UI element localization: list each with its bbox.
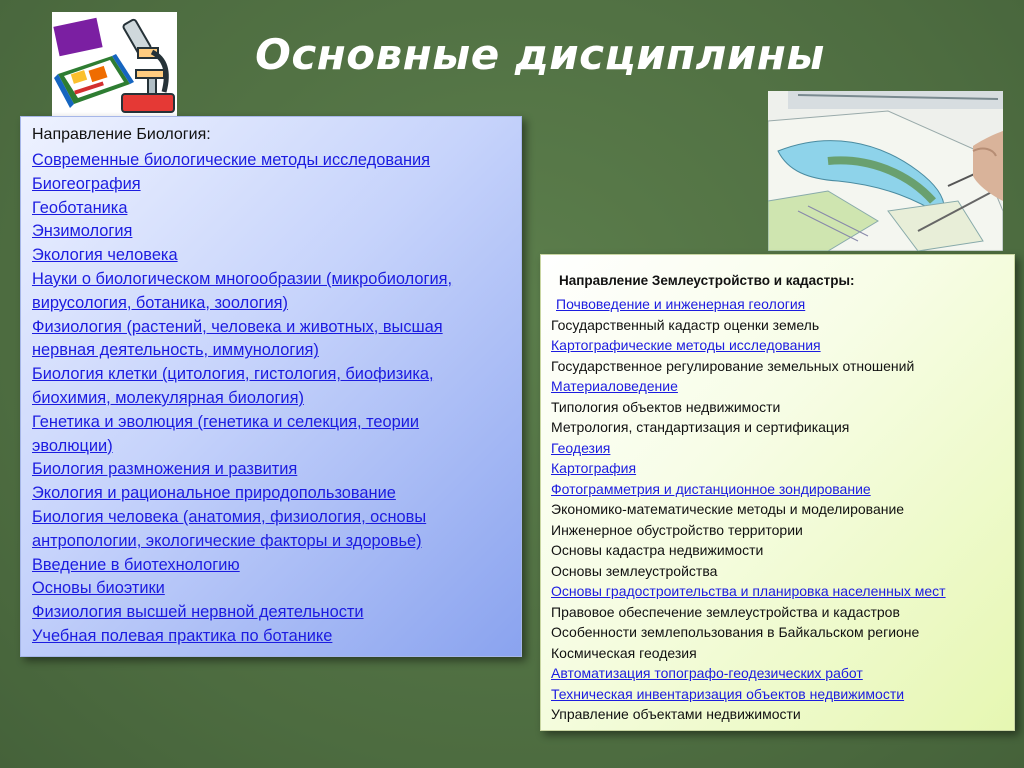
land-management-panel <box>540 254 1015 731</box>
land-item: Особенности землепользования в Байкальском регионе <box>551 624 920 640</box>
land-item: Государственный кадастр оценки земель <box>551 316 820 333</box>
biology-item-link[interactable]: Биогеография <box>32 174 141 193</box>
land-item: Типология объектов недвижимости <box>551 398 781 415</box>
map-drawing-photo <box>768 91 1003 251</box>
land-item-link[interactable]: Материаловедение <box>551 378 678 394</box>
land-item: Основы землеустройства <box>551 562 718 579</box>
biology-item-link[interactable]: Физиология (растений, человека и животных, высшая <box>32 317 443 336</box>
biology-item-link[interactable]: Геоботаника <box>32 198 128 217</box>
biology-item-link[interactable]: Основы биоэтики <box>32 579 165 598</box>
land-item-link[interactable]: Картография <box>551 460 637 476</box>
land-item: Правовое обеспечение землеустройства и кадастров <box>551 603 900 620</box>
land-item: Основы кадастра недвижимости <box>551 542 764 558</box>
biology-item-link[interactable]: Генетика и эволюция (генетика и селекция, теории <box>32 412 420 431</box>
biology-item-link[interactable]: вирусология, ботаника, зоология) <box>32 293 288 312</box>
land-item: Государственное регулирование земельных отношений <box>551 357 915 374</box>
biology-item-link[interactable]: биохимия, молекулярная биология) <box>32 388 304 407</box>
land-item-link[interactable]: Фотограмметрия и дистанционное зондирование <box>551 480 871 497</box>
land-heading: Направление Землеустройство и кадастры: <box>559 273 855 288</box>
biology-heading: Направление Биология: <box>32 126 211 143</box>
land-item-link[interactable]: Основы градостроительства и планировка населенных мест <box>551 583 946 599</box>
biology-item-link[interactable]: Введение в биотехнологию <box>32 555 240 574</box>
biology-item-link[interactable]: Физиология высшей нервной деятельности <box>32 603 364 622</box>
biology-item-link[interactable]: Науки о биологическом многообразии (микробиология, <box>32 269 453 288</box>
land-item-link[interactable]: Картографические методы исследования <box>551 337 821 353</box>
land-item: Экономико-математические методы и моделирование <box>551 501 905 517</box>
land-list <box>551 294 1004 725</box>
biology-item-link[interactable]: эволюции) <box>32 436 113 455</box>
land-item-link[interactable]: Геодезия <box>551 439 611 456</box>
land-item: Космическая геодезия <box>551 644 697 661</box>
land-item: Инженерное обустройство территории <box>551 521 803 538</box>
biology-item-link[interactable]: Энзимология <box>32 222 133 241</box>
biology-item-link[interactable]: Биология клетки (цитология, гистология, биофизика, <box>32 365 434 384</box>
biology-item-link[interactable]: антропологии, экологические факторы и здоровье) <box>32 531 422 550</box>
land-item-link[interactable]: Почвоведение и инженерная геология <box>556 296 806 312</box>
land-item: Управление объектами недвижимости <box>551 706 801 722</box>
biology-item-link[interactable]: Биология человека (анатомия, физиология, основы <box>32 507 427 526</box>
biology-panel <box>20 116 522 657</box>
biology-list <box>32 149 513 649</box>
page-title: Основные дисциплины <box>255 30 825 79</box>
biology-item-link[interactable]: Экология человека <box>32 246 178 265</box>
land-item-link[interactable]: Автоматизация топографо-геодезических работ <box>551 665 863 681</box>
biology-item-link[interactable]: Биология размножения и развития <box>32 460 298 479</box>
biology-item-link[interactable]: нервная деятельность, иммунология) <box>32 341 319 360</box>
land-item: Метрология, стандартизация и сертификация <box>551 419 850 435</box>
biology-item-link[interactable]: Современные биологические методы исследования <box>32 151 431 169</box>
biology-item-link[interactable]: Экология и рациональное природопользование <box>32 484 396 503</box>
biology-item-link[interactable]: Учебная полевая практика по ботанике <box>32 626 333 645</box>
land-item-link[interactable]: Техническая инвентаризация объектов недвижимости <box>551 685 905 702</box>
